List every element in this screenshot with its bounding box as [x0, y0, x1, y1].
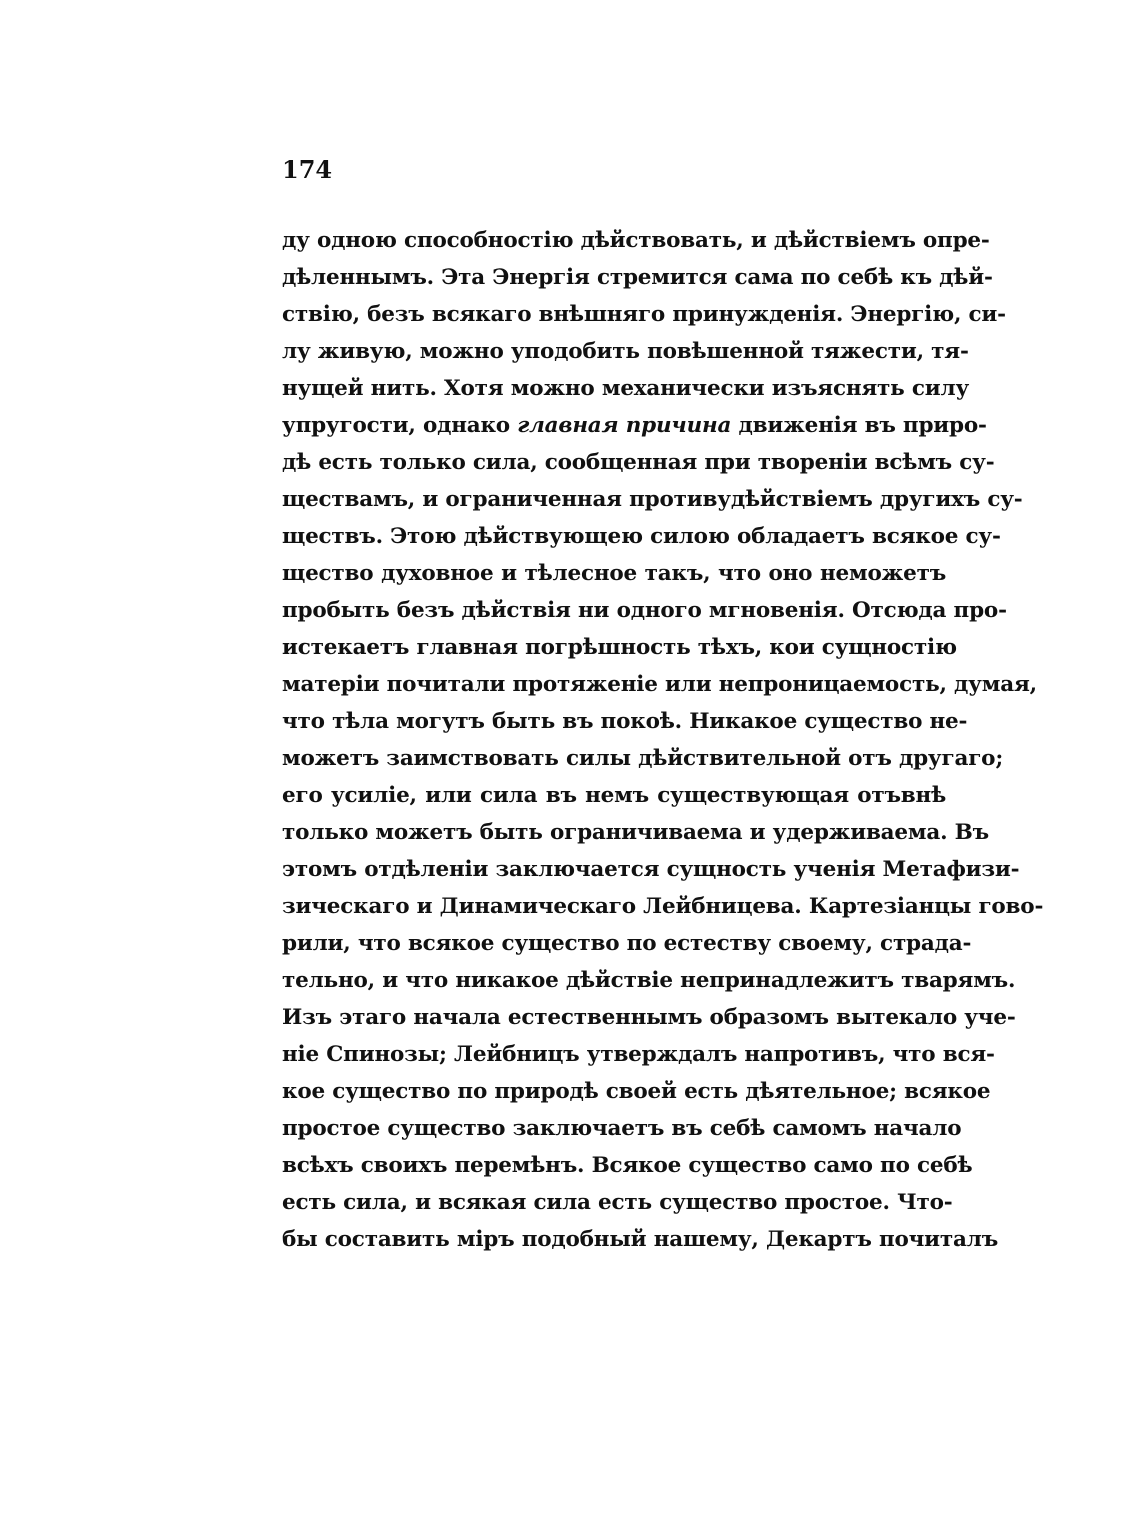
text-line-with-emphasis — [282, 407, 987, 444]
text-line: только можетъ быть ограничиваема и удерживаема. Въ — [282, 820, 989, 845]
text-line: ду одною способностію дѣйствовать, и дѣйствіемъ опре- — [282, 228, 990, 253]
text-line: Изъ этаго начала естественнымъ образомъ вытекало уче- — [282, 1005, 1016, 1030]
text-line: нущей нить. Хотя можно механически изъяснять силу — [282, 376, 970, 401]
text-line: щество духовное и тѣлесное такъ, что оно неможетъ — [282, 561, 946, 586]
text-line: этомъ отдѣленіи заключается сущность ученія Метафизи- — [282, 857, 1020, 882]
body-text — [282, 222, 1044, 1258]
text-line: ствію, безъ всякаго внѣшняго принужденія. Энергію, си- — [282, 302, 1006, 327]
text-line: можетъ заимствовать силы дѣйствительной отъ другаго; — [282, 746, 1004, 771]
text-line: бы составить міръ подобный нашему, Декартъ почиталъ — [282, 1227, 999, 1252]
text-fragment: упругости, однако — [282, 413, 510, 438]
text-line: зическаго и Динамическаго Лейбницева. Картезіанцы гово- — [282, 894, 1044, 919]
text-line: рили, что всякое существо по естеству своему, страда- — [282, 931, 972, 956]
text-line: есть сила, и всякая сила есть существо простое. Что- — [282, 1190, 953, 1215]
text-line: дѣ есть только сила, сообщенная при твореніи всѣмъ су- — [282, 450, 995, 475]
text-line: всѣхъ своихъ перемѣнъ. Всякое существо само по себѣ — [282, 1153, 973, 1178]
text-line: ніе Спинозы; Лейбницъ утверждалъ напротивъ, что вся- — [282, 1042, 995, 1067]
text-line: истекаетъ главная погрѣшность тѣхъ, кои сущностію — [282, 635, 957, 660]
text-line: простое существо заключаетъ въ себѣ самомъ начало — [282, 1116, 962, 1141]
page-number: 174 — [282, 155, 333, 184]
text-line: тельно, и что никакое дѣйствіе непринадлежитъ тварямъ. — [282, 968, 1016, 993]
text-line: что тѣла могутъ быть въ покоѣ. Никакое существо не- — [282, 709, 968, 734]
text-line: кое существо по природѣ своей есть дѣятельное; всякое — [282, 1079, 991, 1104]
text-line: пробыть безъ дѣйствія ни одного мгновенія. Отсюда про- — [282, 598, 1007, 623]
text-line: ществамъ, и ограниченная противудѣйствіемъ другихъ су- — [282, 487, 1023, 512]
text-line: лу живую, можно уподобить повѣшенной тяжести, тя- — [282, 339, 969, 364]
text-fragment: движенія въ приро- — [738, 413, 987, 438]
italic-emphasis: главная причина — [517, 413, 732, 438]
text-line: матеріи почитали протяженіе или непроницаемость, думая, — [282, 672, 1037, 697]
text-line: дѣленнымъ. Эта Энергія стремится сама по себѣ къ дѣй- — [282, 265, 993, 290]
text-line: ществъ. Этою дѣйствующею силою обладаетъ всякое су- — [282, 524, 1001, 549]
text-line: его усиліе, или сила въ немъ существующая отъвнѣ — [282, 783, 946, 808]
